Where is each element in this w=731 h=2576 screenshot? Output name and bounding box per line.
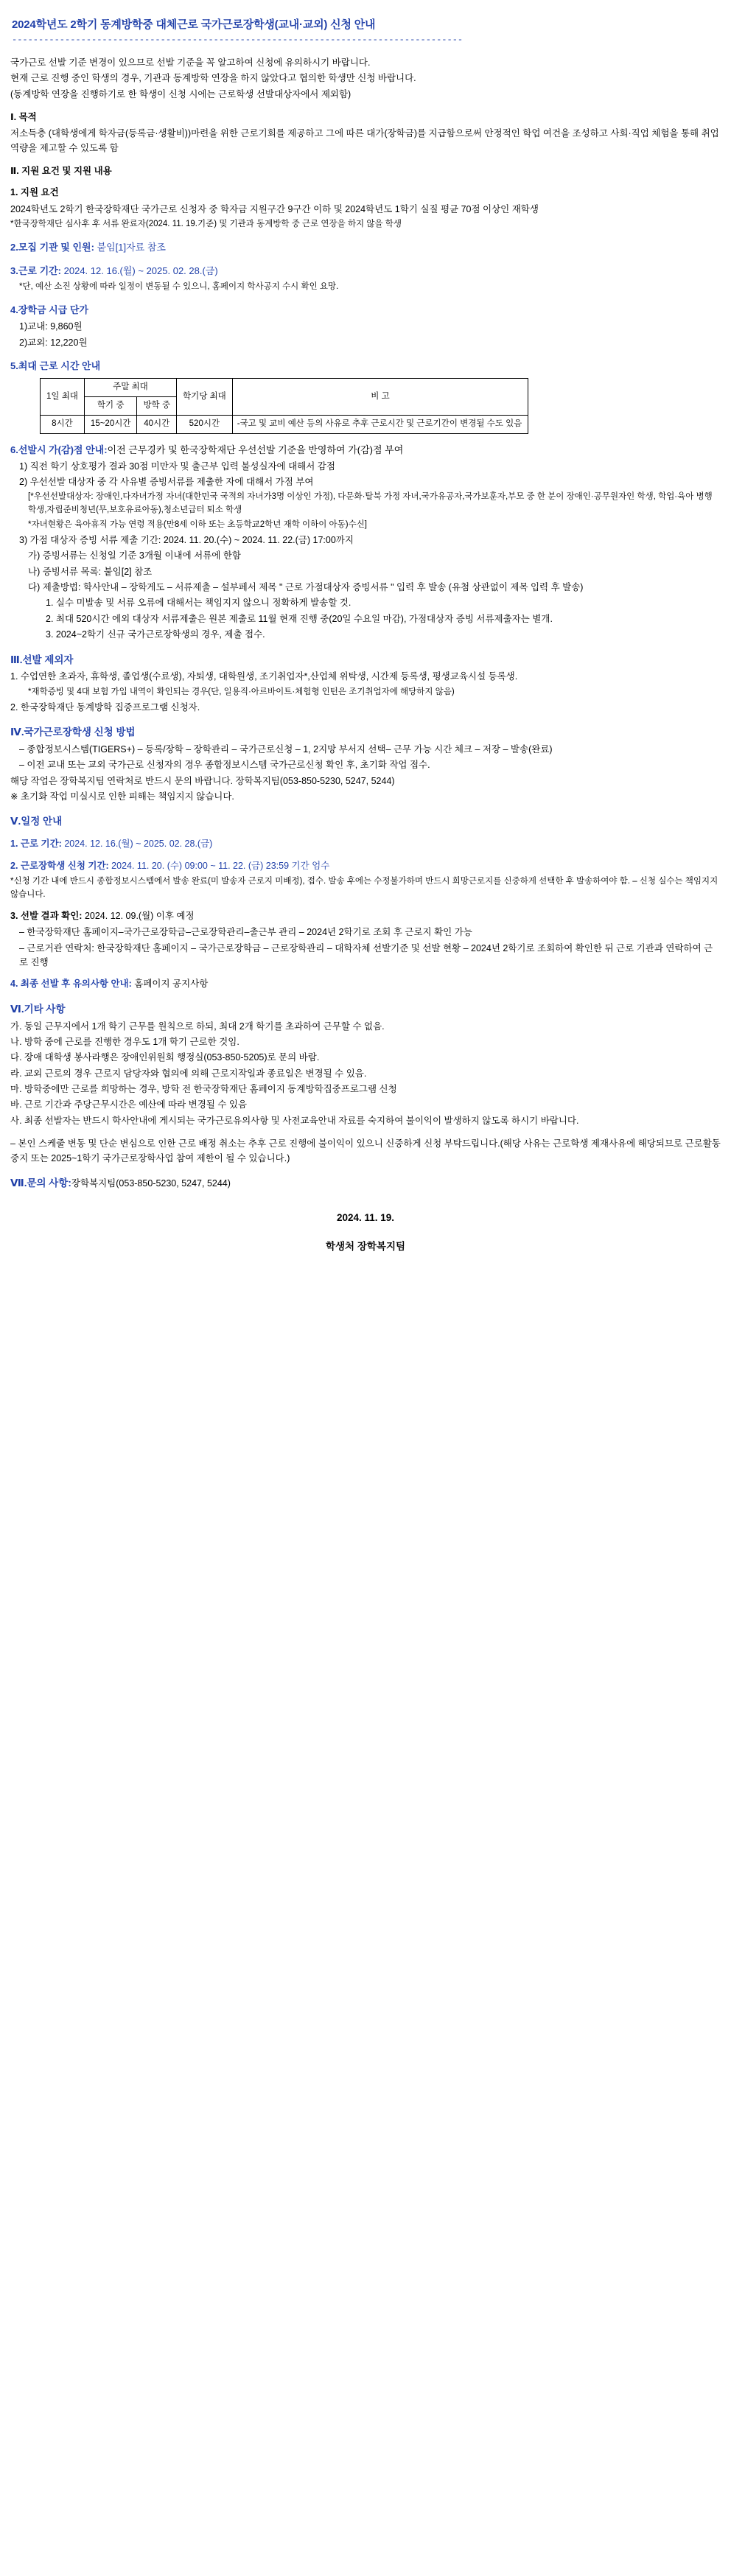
schedule-apply-line [10, 859, 721, 873]
section-schedule [10, 814, 721, 991]
section-eligibility [10, 164, 721, 642]
td-remarks: -국고 및 교비 예산 등의 사유로 추후 근로시간 및 근로기간이 변경될 수도 있음 [232, 415, 528, 433]
section-other-heading: Ⅵ.기타 사항 [10, 1003, 66, 1015]
schedule-period-title: 1. 근로 기간: [10, 839, 62, 850]
section-eligibility-heading: Ⅱ. 지원 요건 및 지원 내용 [10, 166, 112, 177]
select-item-6: 가) 증빙서류는 신청일 기준 3개월 이내에 서류에 한함 [28, 550, 242, 561]
maxtime-title: 5.최대 근로 시간 안내 [10, 360, 101, 372]
select-item-3: [*우선선발대상자: 장애인,다자녀가정 자녀(대한민국 국적의 자녀가3명 이상인 가정), 다문화·탈북 가정 자녀,국가유공자,국가보훈자,부모 중 한 분이 장애인·공무원자인 학생, 학업·육아 병행 학생,자립준비청년(무,보호유료아동),청소년급터 퇴소 학생 [28, 492, 713, 515]
rate-line-2: 2)교외: 12,220원 [19, 337, 88, 348]
excluded-item-3: 2. 한국장학재단 동계방학 집중프로그램 신청자. [10, 701, 200, 713]
other-item-7: 사. 최종 선발자는 반드시 학사안내에 게시되는 국가근로유의사항 및 사전교육안내 자료를 숙지하여 불이익이 발생하지 않도록 하시기 바랍니다. [10, 1115, 579, 1126]
recruit-title: 2.모집 기관 및 인원: [10, 242, 94, 253]
section-contact-value: 장학복지팀(053-850-5230, 5247, 5244) [71, 1177, 231, 1189]
section-purpose [10, 111, 721, 155]
select-item-10: 2. 최대 520시간 에외 대상자 서류제출은 원본 제출로 11월 현재 진행 중(20일 수요일 마감), 가점대상자 증빙 서류제출자는 별개. [46, 613, 553, 624]
intro-line-3: (동계방학 연장을 진행하기로 한 학생이 신청 시에는 근로학생 선발대상자에서 제외함) [10, 88, 351, 99]
section-excluded [10, 653, 721, 715]
excluded-item-1: 1. 수업연한 초과자, 휴학생, 졸업생(수료생), 자퇴생, 대학원생, 조기취업자*,산업체 위탁생, 시간제 등록생, 평생교육시설 등록생. [10, 671, 518, 682]
td-during-semester: 15~20시간 [84, 415, 137, 433]
schedule-result-item-1: – 한국장학재단 홈페이지–국가근로장학금–근로장학관리–출근부 관리 – 2024년 2학기로 조회 후 근로지 확인 가능 [19, 927, 472, 938]
schedule-result-value: 2024. 12. 09.(월) 이후 예정 [84, 910, 195, 921]
schedule-period-value: 2024. 12. 16.(월) ~ 2025. 02. 28.(금) [64, 839, 213, 850]
selection-points-body: 이전 근무경카 및 한국장학재단 우선선발 기준을 반영하여 가(감)점 부여 [107, 444, 404, 455]
th-remarks: 비 고 [232, 379, 528, 416]
schedule-result-title: 3. 선발 결과 확인: [10, 910, 83, 921]
select-item-7: 나) 증빙서류 목록: 붙임[2] 참조 [28, 566, 153, 577]
other-item-6: 바. 근로 기간과 주당근무시간은 예산에 따라 변경될 수 있음 [10, 1099, 248, 1110]
recruit-line [10, 240, 721, 255]
th-during-vacation: 방학 중 [137, 396, 177, 415]
section-excluded-heading: Ⅲ.선발 제외자 [10, 654, 74, 665]
rate-line-1: 1)교내: 9,860원 [19, 321, 83, 332]
td-during-vacation: 40시간 [137, 415, 177, 433]
title-divider: ------------------------------------------------------------------------------------- [12, 35, 464, 46]
select-item-2: 2) 우선선발 대상자 중 각 사유별 증빙서류를 제출한 자에 대해서 가점 부여 [19, 477, 314, 488]
th-daily-max: 1일 최대 [41, 379, 85, 416]
schedule-period-line [10, 837, 721, 851]
schedule-apply-value: 2024. 11. 20. (수) 09:00 ~ 11. 22. (금) 23:59 기간 엄수 [111, 860, 330, 871]
table-header-row-1 [41, 379, 528, 397]
eligibility-req-body: 2024학년도 2학기 한국장학재단 국가근로 신청자 중 학자금 지원구간 9구간 이하 및 2024학년도 1학기 실질 평균 70점 이상인 재학생 [10, 203, 539, 214]
period-note: *단, 예산 소진 상황에 따라 일정이 변동될 수 있으니, 홈페이지 학사공지 수시 확인 요망. [19, 282, 339, 292]
rate-title: 4.장학금 시급 단가 [10, 304, 88, 316]
section-schedule-heading: Ⅴ.일정 안내 [10, 816, 63, 827]
intro-line-1: 국가근로 선발 기준 변경이 있으므로 선발 기준을 꼭 알고하여 신청에 유의하시기 바랍니다. [10, 57, 371, 68]
document-page [0, 0, 731, 1284]
recruit-value: 붙임[1]자료 참조 [97, 242, 166, 253]
period-title: 3.근로 기간: [10, 265, 62, 277]
other-item-4: 라. 교외 근로의 경우 근로지 담당자와 협의에 의해 근로지작일과 종료일은 변경될 수 있음. [10, 1068, 367, 1079]
schedule-final-value: 홈페이지 공지사항 [134, 979, 209, 990]
section-contact-heading: Ⅶ.문의 사항: [10, 1177, 71, 1189]
eligibility-req-title: 1. 지원 요건 [10, 187, 59, 198]
th-weekly-max: 주말 최대 [84, 379, 176, 397]
page-title: 2024학년도 2학기 동계방학중 대체근로 국가근로장학생(교내·교외) 신청 안내 [12, 18, 376, 31]
td-semester-max: 520시간 [176, 415, 232, 433]
section-application-heading: Ⅳ.국가근로장학생 신청 방법 [10, 727, 136, 738]
selection-points-title: 6.선발시 가(감)점 안내: [10, 444, 108, 455]
footer-department: 학생처 장학복지팀 [325, 1240, 406, 1252]
select-item-4: *자녀현황은 육아휴직 가능 연령 적용(만8세 이하 또는 초등학교2학년 재학 이하이 아동)수신] [28, 520, 367, 530]
select-item-9: 1. 실수 미발송 및 서류 오류에 대해서는 책임지지 않으니 정확하게 발송할 것. [46, 598, 351, 609]
footer-date: 2024. 11. 19. [336, 1211, 395, 1223]
section-contact [10, 1176, 721, 1191]
intro-line-2: 현재 근로 진행 중인 학생의 경우, 기관과 동계방학 연장을 하지 않았다고 협의한 학생만 신청 바랍니다. [10, 73, 416, 84]
section-other [10, 1002, 721, 1166]
schedule-result-item-2: – 근로거관 연락처: 한국장학재단 홈페이지 – 국가근로장학금 – 근로장학관리 – 대학자체 선발기준 및 선발 현황 – 2024년 2학기로 조회하여 확인한 뒤 근로 기관과 연락하여 근로 진행 [19, 942, 713, 967]
excluded-item-2: *재학증빙 및 4대 보험 가입 내역이 확인되는 경우(단, 일용직·아르바이트·체험형 인턴은 조기취업자에 해당하지 않음) [28, 687, 455, 696]
table-row [41, 415, 528, 433]
th-during-semester: 학기 중 [84, 396, 137, 415]
application-item-3: 해당 작업은 장학복지팀 연락처로 반드시 문의 바랍니다. 장학복지팀(053-850-5230, 5247, 5244) [10, 775, 395, 786]
th-semester-max: 학기당 최대 [176, 379, 232, 416]
period-line [10, 264, 721, 279]
section-purpose-heading: Ⅰ. 목적 [10, 111, 37, 122]
other-item-3: 다. 장애 대학생 봉사라행은 장애인위원회 행정실(053-850-5205)로 문의 바람. [10, 1052, 320, 1063]
schedule-apply-note: *신청 기간 내에 반드시 종합정보시스템에서 발송 완료(미 발송자 근로지 미배정), 접수. 발송 후에는 수정불가하며 반드시 희망근로지를 신중하게 선택한 후 발송하여야 함. – 신청 실수는 책임지지 않습니다. [10, 877, 718, 899]
application-item-1: – 종합정보시스템(TIGERS+) – 등록/장학 – 장학관리 – 국가근로신청 – 1, 2지망 부서지 선택– 근무 가능 시간 체크 – 저장 – 발송(완료) [19, 743, 553, 755]
td-daily-max: 8시간 [41, 415, 85, 433]
section-application-method [10, 725, 721, 804]
period-value: 2024. 12. 16.(월) ~ 2025. 02. 28.(금) [63, 265, 218, 277]
section-contact-line [10, 1176, 721, 1191]
section-purpose-body: 저소득층 (대학생에게 학자금(등록금·생활비))마련을 위한 근로기회를 제공하고 그에 따른 대가(장학금)를 지급함으로써 안정적인 학업 여건을 조성하고 사회·직업 체험을 통해 취업 역량을 제고할 수 있도록 함 [10, 128, 719, 153]
other-item-2: 나. 방학 중에 근로를 진행한 경우도 1개 학기 근로한 것임. [10, 1036, 239, 1047]
select-item-1: 1) 직전 학기 상호평가 결과 30점 미만자 및 출근부 입력 불성실자에 대해서 감점 [19, 461, 335, 472]
select-item-11: 3. 2024~2학기 신규 국가근로장학생의 경우, 제출 접수. [46, 629, 265, 640]
schedule-result-line [10, 909, 721, 923]
eligibility-req-note: *한국장학재단 심사후 후 서류 완료자(2024. 11. 19.기준) 및 기관과 동계방학 중 근로 연장을 하지 않을 학생 [10, 220, 402, 229]
work-hours-table [40, 378, 528, 433]
other-item-5: 마. 방학중에만 근로를 희망하는 경우, 방학 전 한국장학재단 홈페이지 동계방학집중프로그램 신청 [10, 1084, 397, 1095]
other-item-1: 가. 동일 근무지에서 1개 학기 근무를 원칙으로 하되, 최대 2개 학기를 초과하여 근무할 수 없음. [10, 1021, 385, 1032]
schedule-apply-title: 2. 근로장학생 신청 기간: [10, 860, 109, 871]
other-footnote: – 본인 스케줄 변동 및 단순 변심으로 인한 근로 배정 취소는 추후 근로 진행에 불이익이 있으니 신중하게 신청 부탁드립니다.(해당 사유는 근로학생 제재사유에 해당되므로 근로활동 중지 또는 2025~1학기 국가근로장학사업 참여 제한이 될 수 있습니다.) [10, 1138, 721, 1163]
schedule-final-title: 4. 최종 선발 후 유의사항 안내: [10, 979, 132, 990]
intro-block [10, 56, 721, 102]
select-item-5: 3) 가점 대상자 증빙 서류 제출 기간: 2024. 11. 20.(수) ~ 2024. 11. 22.(금) 17:00까지 [19, 534, 354, 545]
schedule-final-line [10, 977, 721, 991]
select-item-8: 다) 제출방법: 학사안내 – 장학게도 – 서류제출 – 설부페서 제목 " 근로 가점대상자 증빙서류 " 입력 후 발송 (유첨 상관없이 제목 입력 후 발송) [28, 582, 584, 593]
application-item-4: ※ 초기화 작업 미실시로 인한 피해는 책임지지 않습니다. [10, 791, 234, 802]
application-item-2: – 이전 교내 또는 교외 국가근로 신청자의 경우 종합정보시스템 국가근로신청 확인 후, 초기화 작업 접수. [19, 760, 430, 771]
selection-points-line [10, 443, 721, 458]
